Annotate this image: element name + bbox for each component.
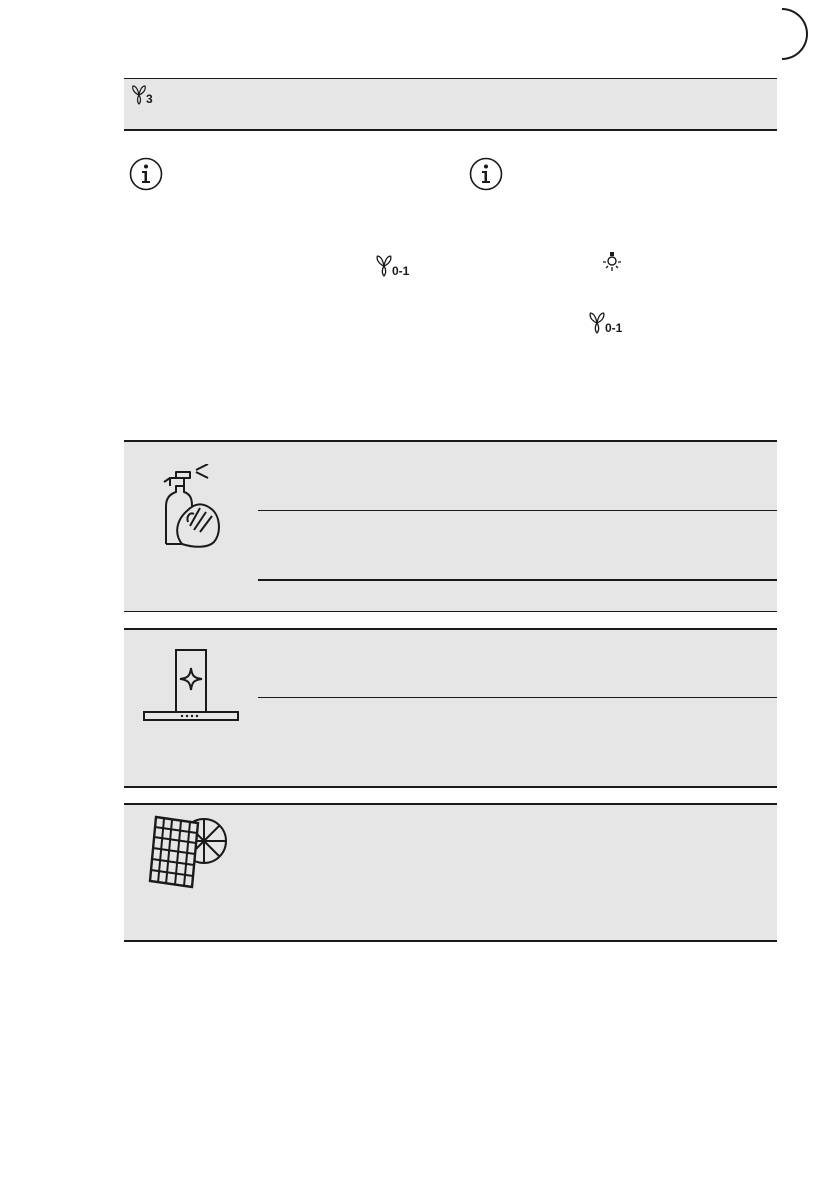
light-icon: [601, 251, 623, 273]
info-icon: [129, 157, 163, 191]
fan-icon: [588, 312, 606, 334]
care-section-hood: [124, 630, 777, 786]
care-section-spray: [124, 442, 777, 611]
fan-icon: [131, 85, 147, 105]
fan-speed-row: [124, 79, 777, 129]
page-edge-tab: [782, 8, 808, 60]
spray-cleaning-icon: [160, 464, 226, 548]
fan-speed-label: 3: [146, 92, 153, 106]
grease-filter-icon: [146, 809, 228, 891]
info-icon: [469, 157, 503, 191]
right-fan-label: 0-1: [605, 321, 623, 335]
table-bottom-rule: [124, 129, 777, 131]
section-rule: [124, 786, 777, 788]
section-rule: [124, 940, 777, 942]
section-divider: [258, 697, 777, 698]
care-section-filter: [124, 805, 777, 940]
hood-cleaning-icon: [142, 648, 240, 724]
section-divider: [258, 510, 777, 511]
fan-speed-indicator: [131, 85, 153, 105]
left-fan-indicator: [375, 255, 409, 277]
section-rule: [124, 611, 777, 612]
right-fan-indicator: [588, 312, 622, 334]
section-divider: [258, 579, 777, 581]
fan-icon: [375, 255, 393, 277]
left-fan-label: 0-1: [392, 264, 410, 278]
